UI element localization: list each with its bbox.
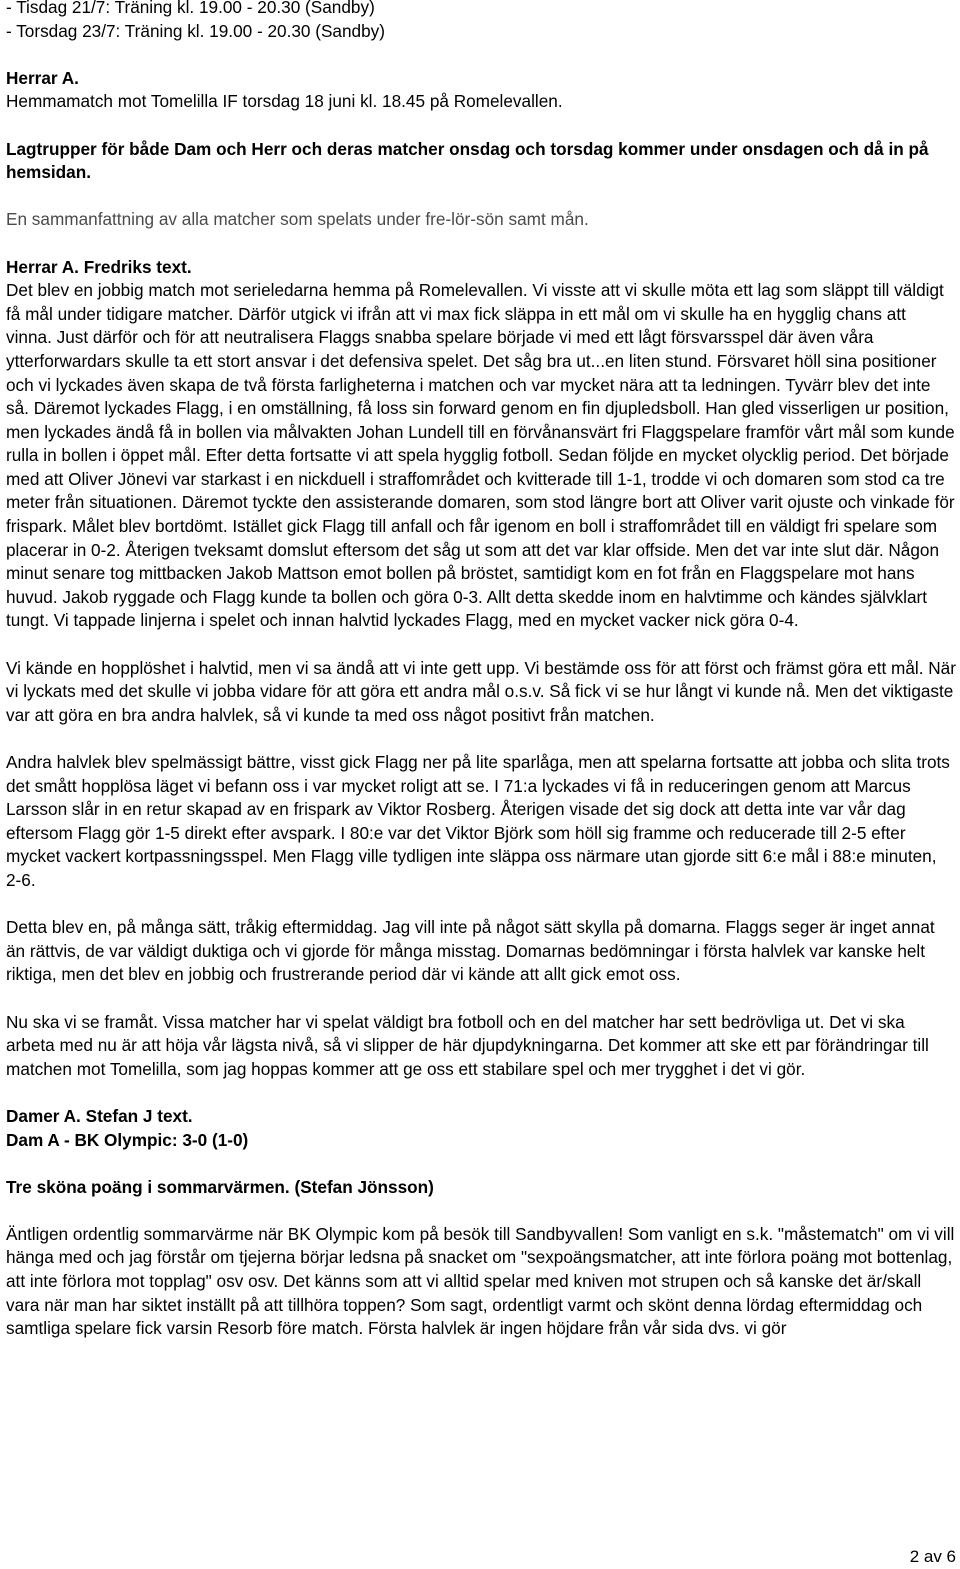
damer-title: Tre sköna poäng i sommarvärmen. (Stefan Jönsson) <box>6 1176 434 1197</box>
schedule-line: - Torsdag 23/7: Träning kl. 19.00 - 20.30 (Sandby) <box>6 20 385 41</box>
report-text: Vi visste att vi skulle möta ett lag som släppt till väldigt få mål under tidigare matcher. Därför utgick vi ifrån att vi max fick släppa in ett mål om vi skulle ha en hygglig chans att vinna. Just därför och för att neutralisera Flaggs snabba spelare började vi med ett lågt försvarsspel där även våra ytterforwardars skulle ta ett stort ansvar i det defensiva spelet. Det såg bra ut...en liten stund. Försvaret höll sina positioner och vi lyckades även skapa de två första farligheterna i matchen och var mycket nära att ta ledningen. Tyvärr blev det inte så. Däremot lyckades Flagg, i en omställning, få loss sin forward genom en fin djupledsboll. Han gled visserligen ur position, men lyckades ändå få in bollen via målvakten Johan Lundell till en förvånansvärt fri Flaggspelare framför vårt mål som kunde rulla in bollen i öppet mål. Efter detta fortsatte vi att spela hygglig fotboll. Sedan följde en mycket olycklig period. Det började med att Oliver Jönevi var starkast i en nickduell i straffområdet och kvitterade till 1-1, trodde vi och domaren som stod ca tre meter från situationen. Däremot tyckte den assisterande domaren, som stod längre bort att Oliver varit ojuste och vinkade för frispark. Målet blev bortdömt. Istället gick Flagg till anfall och får igenom en boll i straffområdet till en väldigt fri spelare som placerar in 0-2. Återigen tveksamt domslut eftersom det såg ut som att det var klar offside. Men det var inte slut där. Någon minut senare tog mittbacken Jakob Mattson emot bollen på bröstet, samtidigt kom en fot från en Flaggspelare mot hans huvud. Jakob ryggade och Flagg kunde ta bollen och göra 0-3. Allt detta skedde inom en halvtimme och kändes självklart tungt. Vi tappade linjerna i spelet och innan halvtid lyckades Flagg, med en mycket vacker nick göra 0-4. <box>6 280 955 631</box>
report-paragraph: Äntligen ordentlig sommarvärme när BK Olympic kom på besök till Sandbyvallen! Som vanligt en s.k. "måstematch" om vi vill hänga med och jag förstår om tjejerna börjar ledsna på snacket om "sexpoängsmatcher, att inte förlora poäng mot bottenlag, att inte förlora mot topplag" osv osv. Det känns som att vi alltid spelar med kniven mot strupen och så kanske det är/skall vara när man har siktet inställt på att tillhöra toppen? Som sagt, ordentligt varmt och skönt denna lördag eftermiddag och samtliga spelare fick varsin Resorb före match. Första halvlek är ingen höjdare från vår sida dvs. vi gör <box>6 1223 955 1339</box>
section-heading: Herrar A. <box>6 67 79 88</box>
notice-summary: En sammanfattning av alla matcher som spelats under fre-lör-sön samt mån. <box>6 209 589 230</box>
document-page <box>6 0 956 1341</box>
report-heading: Herrar A. Fredriks text. <box>6 256 192 277</box>
report-paragraph <box>6 279 956 633</box>
report-paragraph: Nu ska vi se framåt. Vissa matcher har vi spelat väldigt bra fotboll och en del matcher har sett bedrövliga ut. Det vi ska arbeta med nu är att höja vår lägsta nivå, så vi slipper de här djupdykningarna. Det kommer att ske ett par förändringar till matchen mot Tomelilla, som jag hoppas kommer att ge oss ett stabilare spel och mer trygghet i det vi gör. <box>6 1011 929 1079</box>
home-match-line: Hemmamatch mot Tomelilla IF torsdag 18 juni kl. 18.45 på Romelevallen. <box>6 91 563 112</box>
schedule-line: - Tisdag 21/7: Träning kl. 19.00 - 20.30 (Sandby) <box>6 0 375 17</box>
report-paragraph: Vi kände en hopplöshet i halvtid, men vi sa ändå att vi inte gett upp. Vi bestämde oss för att först och främst göra ett mål. När vi lyckats med det skulle vi jobba vidare för att göra ett andra mål o.s.v. Så fick vi se hur långt vi kunde nå. Men det viktigaste var att göra en bra andra halvlek, så vi kunde ta med oss något positivt från matchen. <box>6 657 956 725</box>
damer-result: Dam A - BK Olympic: 3-0 (1-0) <box>6 1129 249 1150</box>
page-number: 2 av 6 <box>909 1547 956 1566</box>
report-paragraph: Detta blev en, på många sätt, tråkig eftermiddag. Jag vill inte på något sätt skylla på domarna. Flaggs seger är inget annat än rättvis, de var väldigt duktiga och vi gjorde för många misstag. Domarnas bedömningar i första halvlek var kanske helt riktiga, men det blev en jobbig och frustrerande period där vi kände att allt gick emot oss. <box>6 917 935 985</box>
notice-lagtrupper: Lagtrupper för både Dam och Herr och deras matcher onsdag och torsdag kommer under onsdagen och då in på hemsidan. <box>6 138 929 183</box>
damer-heading: Damer A. Stefan J text. <box>6 1105 193 1126</box>
report-intro: Det blev en jobbig match mot serieledarna hemma på Romelevallen. <box>6 280 528 301</box>
report-paragraph: Andra halvlek blev spelmässigt bättre, visst gick Flagg ner på lite sparlåga, men att spelarna fortsatte att jobba och slita trots det smått hopplösa läget vi befann oss i var mycket roligt att se. I 71:a lyckades vi få in reduceringen genom att Marcus Larsson slår in en retur skapad av en frispark av Viktor Rosberg. Återigen visade det sig dock att detta inte var vår dag eftersom Flagg gör 1-5 direkt efter avspark. I 80:e var det Viktor Björk som höll sig framme och reducerade till 2-5 efter mycket vackert kortpassningsspel. Men Flagg ville tydligen inte släppa oss närmare utan gjorde sitt 6:e mål i 88:e minuten, 2-6. <box>6 752 950 890</box>
